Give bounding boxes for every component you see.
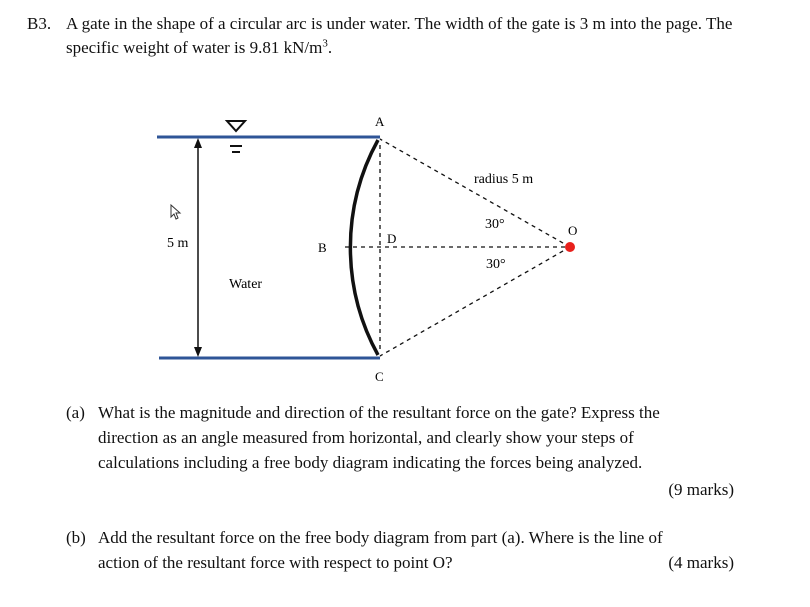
question-text-main: A gate in the shape of a circular arc is under water. The width of the gate is 3 m into the page. The specific weight of water is 9.81 kN/m xyxy=(66,14,733,57)
part-a-line-3: calculations including a free body diagram indicating the forces being analyzed. xyxy=(98,453,643,472)
label-b: B xyxy=(318,240,327,255)
question-text-exponent: 3 xyxy=(322,37,328,50)
question-text-end: . xyxy=(327,38,333,57)
part-b-marks: (4 marks) xyxy=(668,553,734,572)
part-b-text xyxy=(98,525,735,575)
label-o: O xyxy=(568,223,578,238)
part-b-line-1: Add the resultant force on the free body diagram from part (a). Where is the line of xyxy=(98,528,663,547)
part-a-line-2: direction as an angle measured from horizontal, and clearly show your steps of xyxy=(98,428,634,447)
part-a-line-1: What is the magnitude and direction of the resultant force on the gate? Express the xyxy=(98,403,660,422)
part-a-label: (a) xyxy=(66,403,85,422)
label-angle-top: 30° xyxy=(485,217,505,232)
label-a: A xyxy=(375,114,385,129)
radius-line-oc xyxy=(380,247,570,356)
part-a-text xyxy=(98,400,735,475)
label-c: C xyxy=(375,369,384,384)
part-b-line-2: action of the resultant force with respect to point O? xyxy=(98,553,453,572)
part-b-label: (b) xyxy=(66,528,86,547)
point-o-marker xyxy=(565,242,575,252)
depth-dimension-arrow xyxy=(194,138,202,357)
label-water: Water xyxy=(229,277,263,292)
label-angle-bottom: 30° xyxy=(486,257,506,272)
radius-line-oa xyxy=(380,139,570,247)
label-d: D xyxy=(387,231,397,246)
cursor-icon xyxy=(171,205,180,219)
label-radius: radius 5 m xyxy=(474,172,534,187)
part-a-marks: (9 marks) xyxy=(668,480,734,499)
label-depth: 5 m xyxy=(167,236,189,251)
question-number: B3. xyxy=(27,14,52,33)
